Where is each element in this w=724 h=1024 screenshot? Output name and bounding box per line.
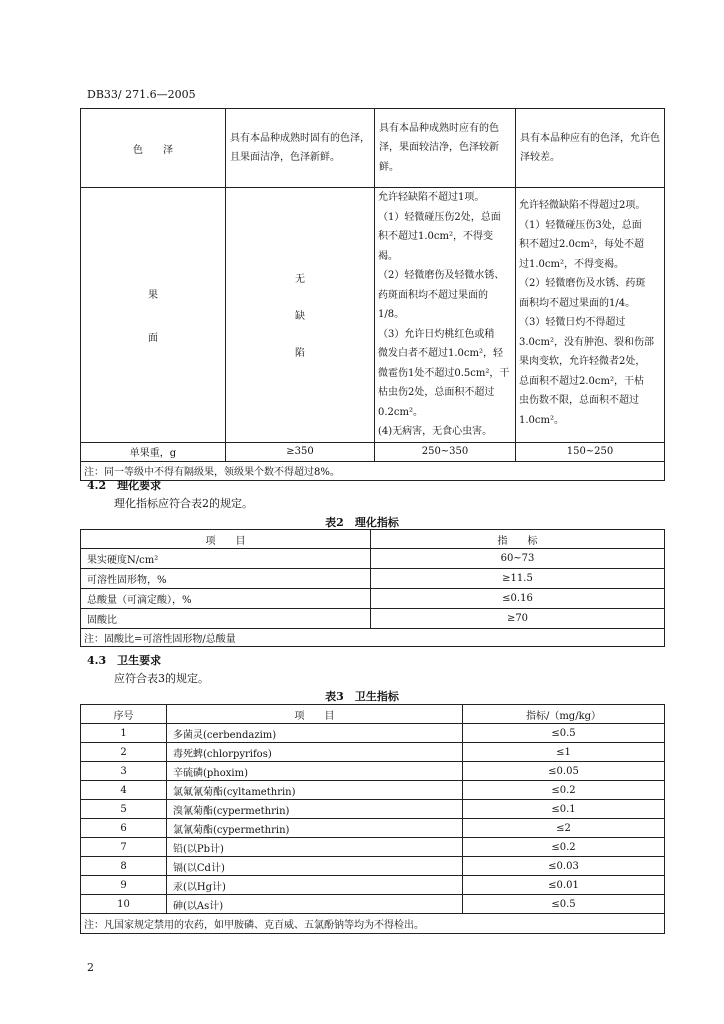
table-row <box>81 569 665 589</box>
document-code: DB33/ 271.6—2005 <box>87 88 196 101</box>
table3-item: 砷(以As计) <box>167 895 463 914</box>
table3-limit: ≤2 <box>463 819 665 838</box>
table3-no: 7 <box>81 838 167 857</box>
table3-limit: ≤1 <box>463 743 665 762</box>
surface-grade-3-line: 3.0cm²，没有肿泡、裂和伤部 <box>519 336 654 348</box>
surface-grade-3-line: 总面积不超过2.0cm²，干枯 <box>519 375 644 387</box>
surface-grade-2-line: 微发白者不超过1.0cm²，轻 <box>378 348 503 359</box>
surface-grade-2-line: 允许轻缺陷不超过1项。 <box>378 192 485 203</box>
surface-label-char: 面 <box>148 332 158 344</box>
table3-caption: 表3 卫生指标 <box>325 690 399 703</box>
section-4-2-title: 4.2 理化要求 <box>87 479 162 492</box>
surface-grade-3 <box>516 188 665 443</box>
table3-no: 9 <box>81 876 167 895</box>
surface-grade-2-line: （2）轻微磨伤及轻微水锈、 <box>378 270 505 281</box>
table-row <box>81 549 665 569</box>
table3-item: 辛硫磷(phoxim) <box>167 762 463 781</box>
surface-grade-2-line: （1）轻微碰压伤2处，总面 <box>378 211 501 223</box>
table2-note: 注：固酸比=可溶性固形物/总酸量 <box>81 629 665 647</box>
table-row <box>81 762 665 781</box>
table3-limit: ≤0.01 <box>463 876 665 895</box>
surface-label-char: 果 <box>148 289 158 301</box>
table-row <box>81 609 665 629</box>
surface-grade-3-line: 果肉变软，允许轻微者2处， <box>519 356 646 367</box>
table3-item: 溴氰菊酯(cypermethrin) <box>167 800 463 819</box>
table3-note: 注：凡国家规定禁用的农药，如甲胺磷、克百威、五氯酚钠等均为不得检出。 <box>81 914 665 934</box>
table3-limit: ≤0.03 <box>463 857 665 876</box>
table3-no: 4 <box>81 781 167 800</box>
table3-no: 3 <box>81 762 167 781</box>
color-label: 色 泽 <box>81 109 226 188</box>
table3-limit: ≤0.05 <box>463 762 665 781</box>
grade-table <box>80 108 665 481</box>
physicochemical-table <box>80 529 665 647</box>
surface-grade-2-line: 0.2cm²。 <box>378 406 423 418</box>
surface-grade-3-line: 面积均不超过果面的1/4。 <box>519 297 636 309</box>
surface-grade-1 <box>226 188 375 443</box>
table2-item: 总酸量（可滴定酸），% <box>81 589 371 609</box>
table-row <box>81 800 665 819</box>
surface-grade-1-char: 无 <box>295 274 305 286</box>
table-row <box>81 857 665 876</box>
surface-row <box>81 188 665 443</box>
table2-value: ≥11.5 <box>371 569 665 589</box>
table3-item: 多菌灵(cerbendazim) <box>167 724 463 743</box>
table-row <box>81 781 665 800</box>
table3-limit: ≤0.1 <box>463 800 665 819</box>
surface-grade-3-line: （3）轻微日灼不得超过 <box>519 317 626 328</box>
table3-no: 8 <box>81 857 167 876</box>
table-row <box>81 724 665 743</box>
table3-header-limit: 指标/（mg/kg） <box>463 705 665 724</box>
surface-grade-3-line: 1.0cm²。 <box>519 414 564 426</box>
table-row <box>81 589 665 609</box>
table2-note-row <box>81 629 665 647</box>
weight-grade-1: ≥350 <box>226 442 375 461</box>
color-grade-2: 具有本品种成熟时应有的色泽，果面较洁净，色泽较新鲜。 <box>375 109 516 188</box>
table-row <box>81 743 665 762</box>
grade-table-note: 注：同一等级中不得有隔级果，领级果个数不得超过8%。 <box>81 461 665 480</box>
surface-grade-2-line: 微雹伤1处不超过0.5cm²，干 <box>378 367 510 379</box>
surface-grade-3-line: 积不超过2.0cm²，每处不超 <box>519 239 644 250</box>
table-row <box>81 876 665 895</box>
table3-no: 1 <box>81 724 167 743</box>
surface-grade-2-line: 枯虫伤2处，总面积不超过 <box>378 387 495 398</box>
section-4-3-title: 4.3 卫生要求 <box>87 654 162 667</box>
surface-grade-2-line: 积不超过1.0cm²，不得变 <box>378 231 493 242</box>
table3-limit: ≤0.2 <box>463 781 665 800</box>
table3-note-row <box>81 914 665 934</box>
color-grade-3: 具有本品种应有的色泽，允许色泽较差。 <box>516 109 665 188</box>
table3-item: 汞(以Hg计) <box>167 876 463 895</box>
page-number: 2 <box>87 961 94 974</box>
surface-grade-3-line: 允许轻微缺陷不得超过2项。 <box>519 200 646 211</box>
table-row <box>81 838 665 857</box>
table2-item: 固酸比 <box>81 609 371 629</box>
hygiene-table <box>80 704 665 934</box>
table2-value: ≥70 <box>371 609 665 629</box>
surface-grade-2-line: 1/8。 <box>378 309 405 320</box>
table3-item: 铅(以Pb计) <box>167 838 463 857</box>
table3-limit: ≤0.2 <box>463 838 665 857</box>
surface-grade-2-line: (4)无病害，无食心虫害。 <box>378 426 493 437</box>
table3-item: 镉(以Cd计) <box>167 857 463 876</box>
surface-grade-1-char: 缺 <box>295 311 305 323</box>
surface-grade-2-line: 褐。 <box>378 250 398 262</box>
table2-caption: 表2 理化指标 <box>325 516 399 529</box>
table2-header-row <box>81 530 665 549</box>
table3-item: 毒死蜱(chlorpyrifos) <box>167 743 463 762</box>
table2-value: 60~73 <box>371 549 665 569</box>
color-grade-1: 具有本品种成熟时固有的色泽，且果面洁净，色泽新鲜。 <box>226 109 375 188</box>
surface-grade-3-line: 过1.0cm²，不得变褐。 <box>519 258 624 270</box>
table3-no: 6 <box>81 819 167 838</box>
surface-grade-2 <box>375 188 516 443</box>
weight-row <box>81 442 665 461</box>
surface-grade-2-line: （3）允许日灼桃红色或稍 <box>378 328 495 340</box>
table3-no: 2 <box>81 743 167 762</box>
table2-header-index: 指 标 <box>371 530 665 549</box>
table2-header-item: 项 目 <box>81 530 371 549</box>
table3-header-no: 序号 <box>81 705 167 724</box>
table-row <box>81 819 665 838</box>
table-row <box>81 895 665 914</box>
surface-grade-3-line: 虫伤数不限，总面积不超过 <box>519 395 639 406</box>
section-4-2-text: 理化指标应符合表2的规定。 <box>114 497 253 510</box>
table3-header-row <box>81 705 665 724</box>
section-4-3-text: 应符合表3的规定。 <box>114 672 209 685</box>
table2-value: ≤0.16 <box>371 589 665 609</box>
table2-item: 果实硬度N/cm² <box>81 549 371 569</box>
surface-grade-3-line: （2）轻微磨伤及水锈、药斑 <box>519 278 646 289</box>
table3-no: 10 <box>81 895 167 914</box>
table3-header-item: 项 目 <box>167 705 463 724</box>
grade-table-note-row <box>81 461 665 480</box>
weight-grade-2: 250~350 <box>375 442 516 461</box>
surface-label <box>81 188 226 443</box>
color-row <box>81 109 665 188</box>
surface-grade-1-char: 陷 <box>295 348 305 360</box>
weight-label: 单果重，g <box>81 442 226 461</box>
weight-grade-3: 150~250 <box>516 442 665 461</box>
surface-grade-2-line: 药斑面积均不超过果面的 <box>378 289 488 301</box>
table3-item: 氯氰菊酯(cypermethrin) <box>167 819 463 838</box>
table2-item: 可溶性固形物，% <box>81 569 371 589</box>
table3-limit: ≤0.5 <box>463 724 665 743</box>
surface-grade-3-line: （1）轻微碰压伤3处，总面 <box>519 219 642 231</box>
table3-limit: ≤0.5 <box>463 895 665 914</box>
table3-no: 5 <box>81 800 167 819</box>
table3-item: 氯氟氰菊酯(cyltamethrin) <box>167 781 463 800</box>
